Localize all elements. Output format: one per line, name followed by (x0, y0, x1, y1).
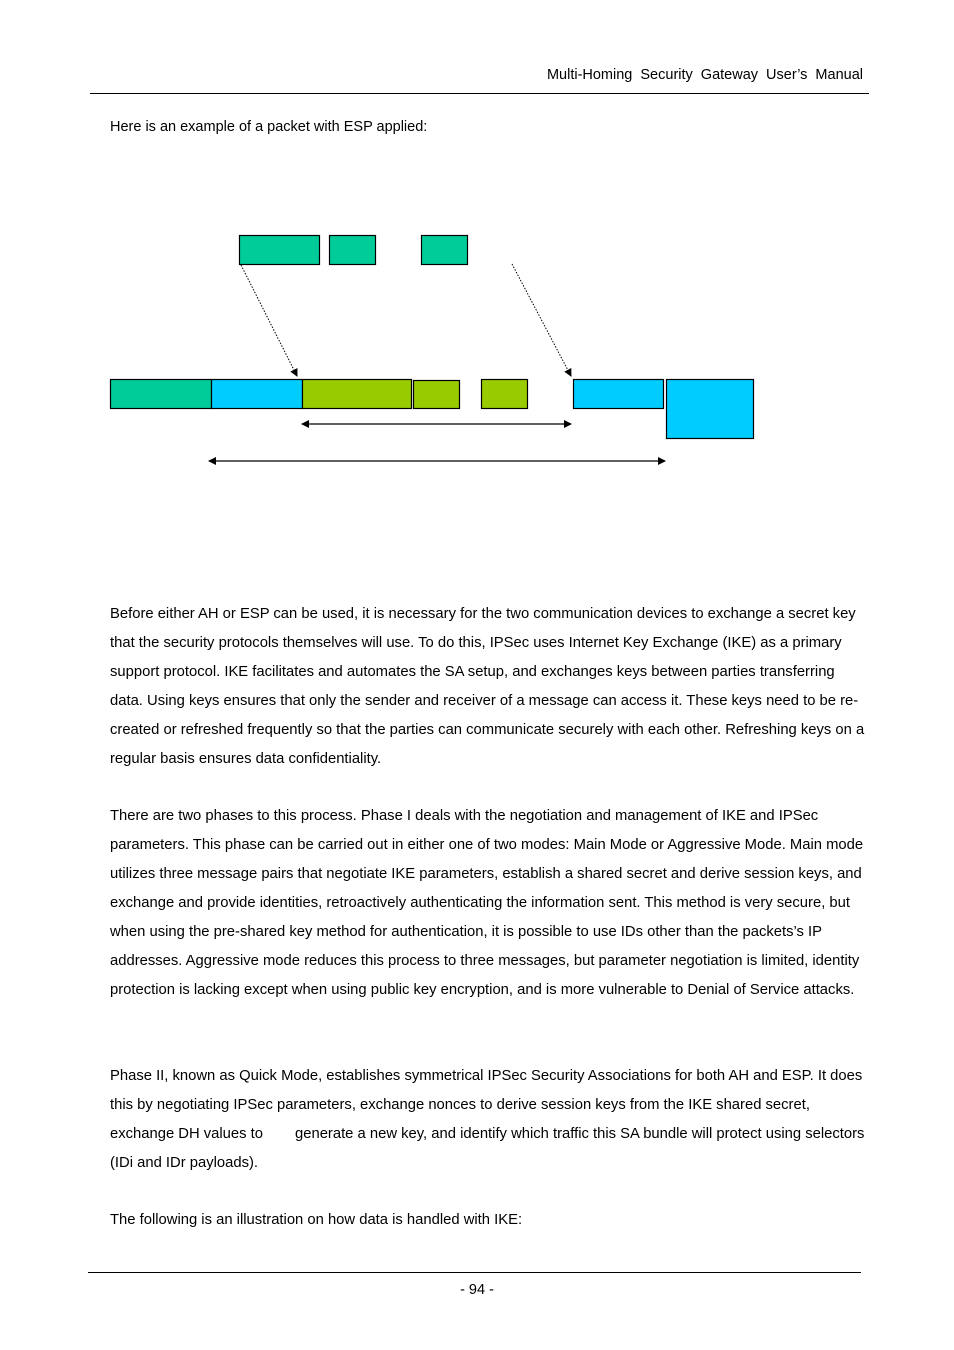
esp-auth-box (667, 380, 754, 439)
padding-box (414, 381, 460, 409)
payload-box (303, 380, 412, 409)
esp-header-seq-box (330, 236, 376, 265)
paragraph-phase-one (110, 802, 870, 1005)
paragraph-text (110, 1062, 870, 1178)
esp-header-field-box (422, 236, 468, 265)
paragraph-ike-intro (110, 600, 870, 774)
running-header: Multi-Homing Security Gateway User’s Manual (546, 67, 863, 83)
leader-arrow-left (241, 265, 297, 376)
esp-header-spi-box (240, 236, 320, 265)
leader-arrow-right (512, 264, 571, 376)
paragraph-illustration-intro (110, 1206, 870, 1235)
pad-length-box (482, 380, 528, 409)
paragraph-text: There are two phases to this process. Phase I deals with the negotiation and management of IKE and IPSec parameters. This phase can be carried out in either one of two modes: Main Mode or Aggressive Mode. Main mode utilizes three message pairs that negotiate IKE parameters, establish a shared secret and derive session keys, and exchange and provide identities, retroactively authenticating the information sent. This method is very secure, but when using the pre-shared key method for authentication, it is possible to use IDs other than the packets’s IP addresses. Aggressive mode reduces this process to three messages, but parameter negotiation is limited, identity protection is lacking except when using public key encryption, and is more vulnerable to Denial of Service attacks. (110, 808, 864, 998)
paragraph-text: The following is an illustration on how data is handled with IKE: (110, 1212, 523, 1228)
ip-header-box (111, 380, 212, 409)
paragraph-text-part2: generate a new key, and identify which traffic this SA bundle will protect using selectors (IDi and IDr payloads). (110, 1126, 865, 1171)
paragraph-text-part1: Phase II, known as Quick Mode, establishes symmetrical IPSec Security Associations for both AH and ESP. It does this by negotiating IPSec parameters, exchange nonces to derive session keys from the IKE shared secret, exchange DH values to (110, 1068, 863, 1142)
diagram-intro-text: Here is an example of a packet with ESP applied: (110, 119, 428, 135)
esp-trailer-box (574, 380, 664, 409)
esp-header-box (212, 380, 303, 409)
paragraph-text: Before either AH or ESP can be used, it is necessary for the two communication devices to exchange a secret key that the security protocols themselves will use. To do this, IPSec uses Internet Key Exchange (IKE) as a primary support protocol. IKE facilitates and automates the SA setup, and exchanges keys between parties transferring data. Using keys ensures that only the sender and receiver of a message can access it. These keys need to be re-created or refreshed frequently so that the parties can communicate securely with each other. Refreshing keys on a regular basis ensures data confidentiality. (110, 606, 865, 767)
footer-rule (88, 1272, 861, 1273)
paragraph-phase-two (110, 1062, 870, 1178)
esp-packet-diagram (0, 0, 954, 520)
page-number: - 94 - (460, 1282, 494, 1298)
